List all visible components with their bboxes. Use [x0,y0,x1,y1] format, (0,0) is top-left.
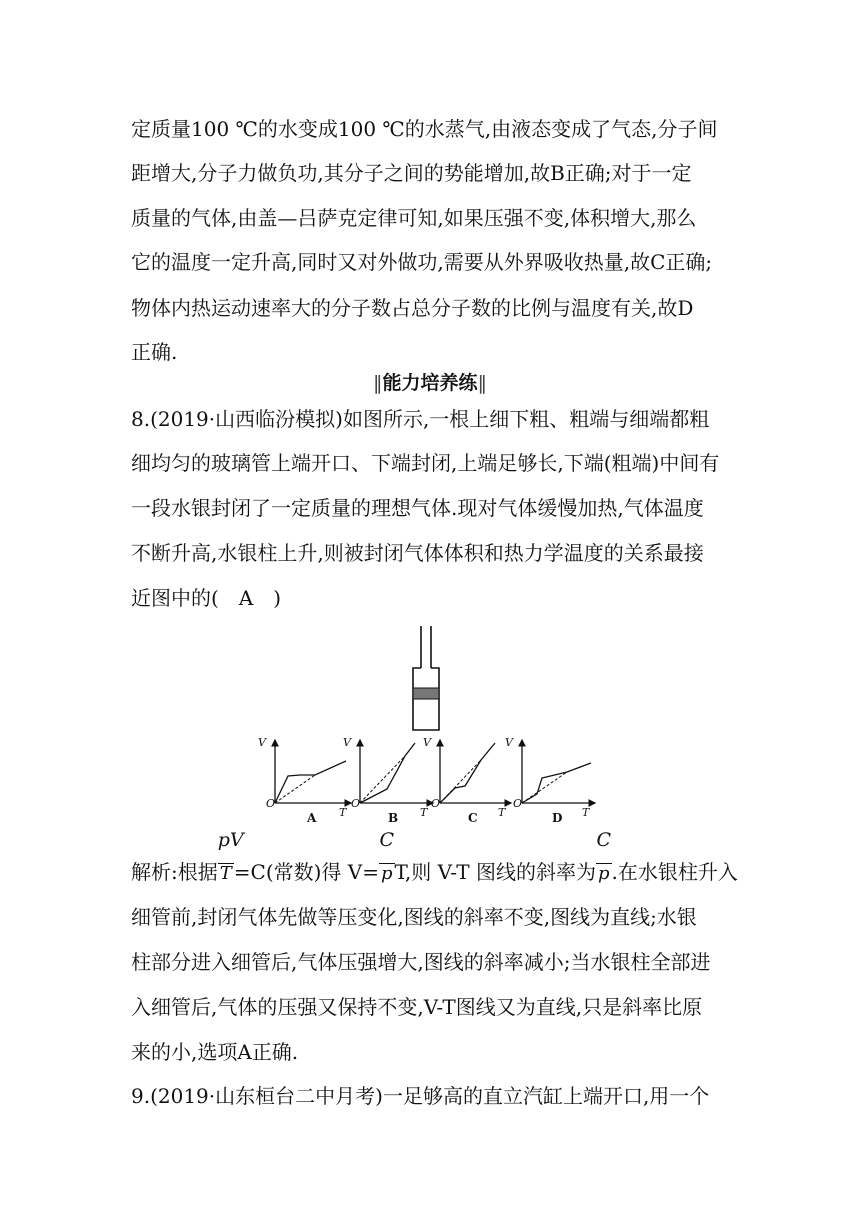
fraction-numerator: C [596,829,612,851]
fraction-numerator: C [379,829,395,851]
graph-b [343,736,433,825]
graph-c [423,736,511,825]
question8-line-5: 近图中的( A ) [131,586,282,610]
fraction-denominator: T [219,863,232,884]
prev-explanation-line-5: 物体内热运动速率大的分子数占总分子数的比例与温度有关,故D [131,296,694,320]
analysis-line-4: 入细管后,气体的压强又保持不变,V-T图线又为直线,只是斜率比原 [131,995,703,1019]
question8-line-2: 细均匀的玻璃管上端开口、下端封闭,上端足够长,下端(粗端)中间有 [131,451,720,475]
fraction-pv-over-t [217,829,244,886]
section-title [0,370,860,396]
axis-x-label: T [582,806,590,819]
question8-line-3: 一段水银封闭了一定质量的理想气体.现对气体缓慢加热,气体温度 [131,496,704,520]
option-label-c: C [468,811,478,825]
question8-line-4: 不断升高,水银柱上升,则被封闭气体体积和热力学温度的关系最接 [131,541,704,565]
axis-y-label: V [343,736,351,749]
axis-x-label: T [420,806,428,819]
analysis-line-3: 柱部分进入细管后,气体压强增大,图线的斜率减小;当水银柱全部进 [131,950,711,974]
axis-y-label: V [258,736,266,749]
axis-x-label: T [498,806,506,819]
prev-explanation-line-3: 质量的气体,由盖—吕萨克定律可知,如果压强不变,体积增大,那么 [131,206,697,230]
origin-label: O [266,797,276,810]
axis-x-label: T [339,806,347,819]
fraction-denominator: p [598,863,610,884]
mercury-column [414,688,438,699]
option-label-a: A [307,811,317,825]
fraction-denominator: p [381,863,393,884]
graph-d [505,736,595,825]
analysis-prefix: 解析:根据 [131,860,218,884]
analysis-text: .在水银柱升入 [611,860,738,884]
question8-line-1: 8.(2019·山西临汾模拟)如图所示,一根上细下粗、粗端与细端都粗 [131,407,710,431]
prev-explanation-line-2: 距增大,分子力做负功,其分子之间的势能增加,故B正确;对于一定 [131,161,692,185]
analysis-line-1 [131,829,741,886]
fraction-numerator: pV [217,829,244,851]
axis-y-label: V [505,736,513,749]
fraction-c-over-p [379,829,395,886]
axis-y-label: V [423,736,431,749]
analysis-line-2: 细管前,封闭气体先做等压变化,图线的斜率不变,图线为直线;水银 [131,905,697,929]
option-label-d: D [552,811,563,825]
origin-label: O [431,797,441,810]
origin-label: O [513,797,523,810]
option-label-b: B [388,811,399,825]
prev-explanation-line-1: 定质量100 ℃的水变成100 ℃的水蒸气,由液态变成了气态,分子间 [131,117,718,141]
graph-a [258,736,351,825]
section-title-bar: ‖ [372,372,383,394]
question9-line-1: 9.(2019·山东桓台二中月考)一足够高的直立汽缸上端开口,用一个 [131,1084,710,1108]
analysis-text: =C(常数)得 V= [233,860,379,884]
section-title-text: 能力培养练 [382,372,478,394]
prev-explanation-line-4: 它的温度一定升高,同时又对外做功,需要从外界吸收热量,故C正确; [131,250,713,274]
prev-explanation-line-6: 正确. [131,340,178,364]
analysis-text: T,则 V-T 图线的斜率为 [394,860,596,884]
origin-label: O [351,797,361,810]
analysis-line-5: 来的小,选项A正确. [131,1040,299,1064]
glass-tube-figure [0,620,860,740]
section-title-bar: ‖ [477,372,487,394]
vt-graphs [255,728,655,838]
fraction-c-over-p [596,829,612,886]
